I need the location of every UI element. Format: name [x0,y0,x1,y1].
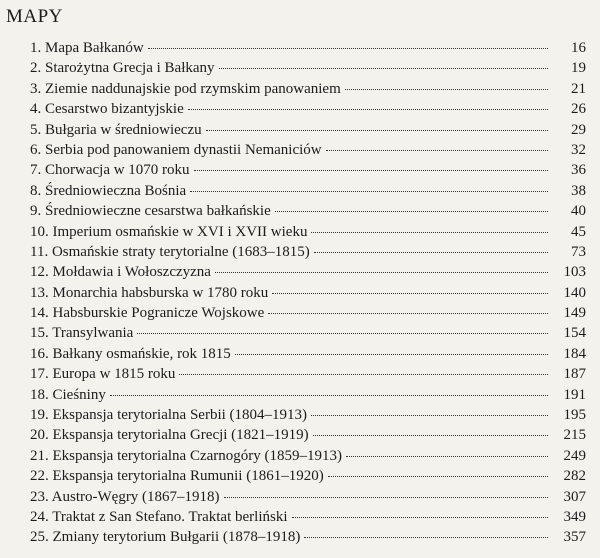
entry-page-number: 191 [563,386,586,403]
dot-leader [224,497,548,498]
dot-leader [311,415,548,416]
entry-page-number: 140 [563,284,586,301]
map-list-entry [30,58,586,78]
map-list-entry [30,425,586,445]
entry-title: 23. Austro-Węgry (1867–1918) [30,488,220,505]
entry-page-number: 215 [563,427,586,444]
map-list-entry [30,527,586,547]
entry-title: 9. Średniowieczne cesarstwa bałkańskie [30,203,271,220]
entry-title: 22. Ekspansja terytorialna Rumunii (1861–1920) [30,468,324,485]
entry-title: 19. Ekspansja terytorialna Serbii (1804–1913) [30,407,308,424]
dot-leader [235,354,548,355]
map-list-entry [30,364,586,384]
dot-leader [148,48,548,49]
dot-leader [311,232,548,233]
map-list-entry [30,405,586,425]
map-list-entry [30,242,586,262]
entry-title: 21. Ekspansja terytorialna Czarnogóry (1859–1913) [30,447,343,464]
entry-page-number: 184 [563,345,586,362]
entry-title: 4. Cesarstwo bizantyjskie [30,101,184,118]
dot-leader [313,435,548,436]
entry-page-number: 38 [571,182,586,199]
map-list-entry [30,303,586,323]
dot-leader [190,191,548,192]
entry-title: 17. Europa w 1815 roku [30,366,176,383]
entry-page-number: 32 [571,141,586,158]
entry-page-number: 154 [563,325,586,342]
entry-page-number: 36 [571,162,586,179]
map-list [30,38,586,548]
entry-page-number: 349 [563,508,586,525]
map-list-entry [30,385,586,405]
entry-page-number: 103 [563,264,586,281]
entry-title: 11. Osmańskie straty terytorialne (1683–1815) [30,243,310,260]
map-list-entry [30,507,586,527]
dot-leader [345,89,548,90]
map-list-entry [30,446,586,466]
dot-leader [292,517,549,518]
dot-leader [326,150,548,151]
dot-leader [272,293,548,294]
map-list-entry [30,487,586,507]
dot-leader [304,537,548,538]
entry-title: 18. Cieśniny [30,386,106,403]
entry-page-number: 195 [563,407,586,424]
dot-leader [206,130,548,131]
map-list-entry [30,79,586,99]
entry-title: 14. Habsburskie Pogranicze Wojskowe [30,305,265,322]
section-heading: MAPY [6,6,63,27]
dot-leader [194,170,548,171]
entry-title: 20. Ekspansja terytorialna Grecji (1821–1919) [30,427,309,444]
map-list-entry [30,344,586,364]
entry-title: 25. Zmiany terytorium Bułgarii (1878–1918) [30,529,301,546]
entry-page-number: 26 [571,101,586,118]
map-list-entry [30,222,586,242]
entry-page-number: 29 [571,121,586,138]
entry-page-number: 282 [563,468,586,485]
entry-title: 16. Bałkany osmańskie, rok 1815 [30,345,231,362]
map-list-entry [30,160,586,180]
map-list-entry [30,140,586,160]
map-list-entry [30,99,586,119]
map-list-entry [30,181,586,201]
entry-page-number: 19 [571,60,586,77]
dot-leader [328,476,548,477]
entry-page-number: 249 [563,447,586,464]
entry-title: 15. Transylwania [30,325,134,342]
dot-leader [275,211,548,212]
entry-page-number: 357 [563,529,586,546]
dot-leader [215,272,548,273]
dot-leader [137,333,548,334]
entry-page-number: 187 [563,366,586,383]
entry-page-number: 45 [571,223,586,240]
entry-page-number: 40 [571,203,586,220]
entry-page-number: 149 [563,305,586,322]
dot-leader [188,109,548,110]
entry-title: 3. Ziemie naddunajskie pod rzymskim panowaniem [30,80,341,97]
dot-leader [110,395,548,396]
entry-title: 12. Mołdawia i Wołoszczyzna [30,264,211,281]
entry-title: 13. Monarchia habsburska w 1780 roku [30,284,269,301]
entry-page-number: 307 [563,488,586,505]
dot-leader [268,313,548,314]
map-list-entry [30,323,586,343]
entry-title: 8. Średniowieczna Bośnia [30,182,187,199]
map-list-entry [30,466,586,486]
dot-leader [219,68,548,69]
entry-title: 2. Starożytna Grecja i Bałkany [30,60,215,77]
entry-page-number: 21 [571,80,586,97]
entry-title: 24. Traktat z San Stefano. Traktat berliński [30,508,288,525]
map-list-entry [30,201,586,221]
entry-title: 1. Mapa Bałkanów [30,40,144,56]
map-list-entry [30,283,586,303]
entry-page-number: 73 [571,243,586,260]
dot-leader [314,252,548,253]
dot-leader [346,456,548,457]
map-list-entry [30,38,586,58]
entry-title: 6. Serbia pod panowaniem dynastii Nemaniciów [30,141,322,158]
entry-title: 5. Bułgaria w średniowieczu [30,121,202,138]
map-list-entry [30,262,586,282]
map-list-entry [30,120,586,140]
entry-title: 7. Chorwacja w 1070 roku [30,162,190,179]
entry-page-number: 16 [571,40,586,56]
entry-title: 10. Imperium osmańskie w XVI i XVII wieku [30,223,308,240]
dot-leader [179,374,548,375]
